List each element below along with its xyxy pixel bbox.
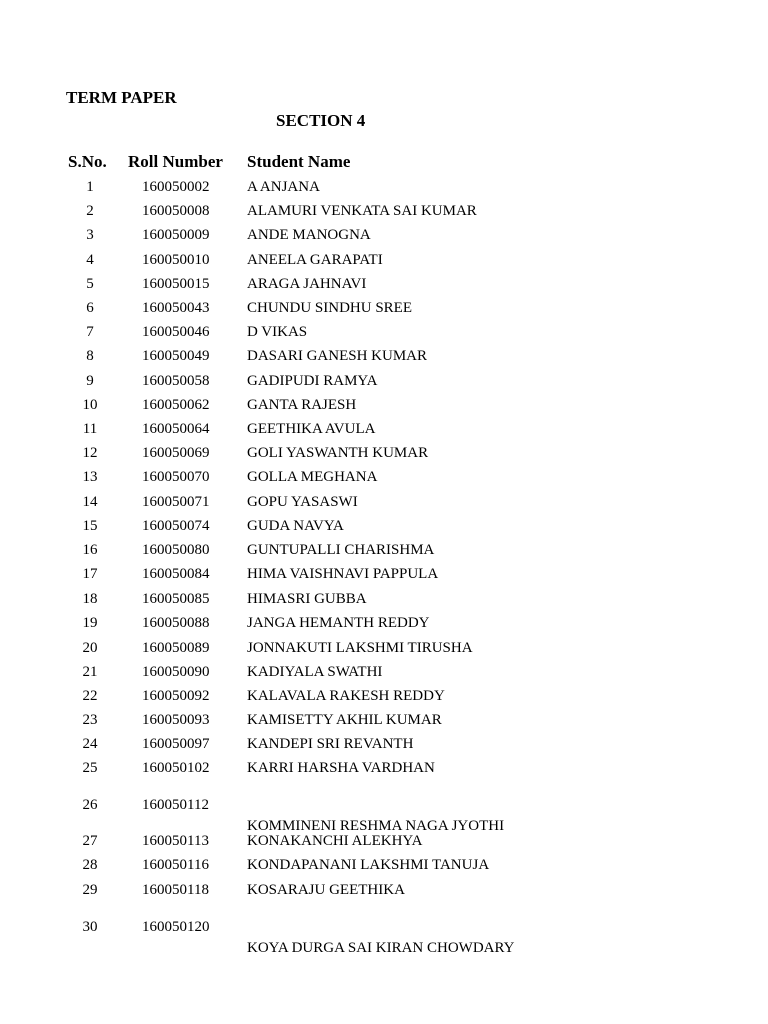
student-name: HIMA VAISHNAVI PAPPULA [247,566,439,582]
serial-number: 15 [82,518,98,534]
table-row [0,542,768,566]
serial-number: 24 [82,736,98,752]
table-row [0,736,768,760]
table-row [0,179,768,203]
table-row [0,615,768,639]
roll-number: 160050112 [142,797,209,813]
serial-number: 3 [86,227,94,243]
serial-number: 20 [82,640,98,656]
student-name: D VIKAS [247,324,308,340]
table-row [0,300,768,324]
student-name: GEETHIKA AVULA [247,421,376,437]
roll-number: 160050049 [142,348,210,364]
serial-number: 5 [86,276,94,292]
table-row [0,348,768,372]
student-name: KANDEPI SRI REVANTH [247,736,414,752]
serial-number: 2 [86,203,94,219]
student-name: GUNTUPALLI CHARISHMA [247,542,435,558]
table-row [0,445,768,469]
roll-number: 160050084 [142,566,210,582]
serial-number: 12 [82,445,98,461]
serial-number: 7 [86,324,94,340]
student-name: HIMASRI GUBBA [247,591,367,607]
roll-number: 160050113 [142,833,209,849]
serial-number: 18 [82,591,98,607]
serial-number: 30 [82,919,98,935]
roll-number: 160050008 [142,203,210,219]
table-row [0,324,768,348]
student-name: GOPU YASASWI [247,494,358,510]
table-row [0,797,768,834]
table-row [0,919,768,956]
roll-number: 160050058 [142,373,210,389]
roll-number: 160050120 [142,919,210,935]
table-row [0,252,768,276]
serial-number: 9 [86,373,94,389]
roll-number: 160050097 [142,736,210,752]
roll-number: 160050062 [142,397,210,413]
student-name: JANGA HEMANTH REDDY [247,615,430,631]
roll-number: 160050046 [142,324,210,340]
roll-number: 160050010 [142,252,210,268]
roll-number: 160050088 [142,615,210,631]
table-row [0,518,768,542]
roll-number: 160050089 [142,640,210,656]
student-name: KAMISETTY AKHIL KUMAR [247,712,442,728]
roll-number: 160050118 [142,882,209,898]
table-row [0,276,768,300]
student-name: GUDA NAVYA [247,518,344,534]
table-row [0,421,768,445]
table-row [0,373,768,397]
table-row [0,227,768,251]
table-row [0,203,768,227]
serial-number: 13 [82,469,98,485]
column-header-student-name: Student Name [247,152,351,171]
student-name: KOYA DURGA SAI KIRAN CHOWDARY [247,940,515,956]
table-row [0,857,768,881]
roll-number: 160050085 [142,591,210,607]
student-name: ARAGA JAHNAVI [247,276,367,292]
serial-number: 23 [82,712,98,728]
serial-number: 26 [82,797,98,813]
column-header-sno: S.No. [68,152,107,171]
serial-number: 16 [82,542,98,558]
table-row [0,712,768,736]
table-row [0,688,768,712]
student-name: CHUNDU SINDHU SREE [247,300,413,316]
table-row [0,566,768,590]
serial-number: 22 [82,688,98,704]
serial-number: 14 [82,494,98,510]
serial-number: 28 [82,857,98,873]
table-row [0,833,768,857]
table-row [0,640,768,664]
roll-number: 160050116 [142,857,209,873]
roll-number: 160050090 [142,664,210,680]
student-name: KOMMINENI RESHMA NAGA JYOTHI [247,818,505,834]
table-row [0,397,768,421]
roll-number: 160050043 [142,300,210,316]
serial-number: 27 [82,833,98,849]
roll-number: 160050070 [142,469,210,485]
serial-number: 6 [86,300,94,316]
roll-number: 160050102 [142,760,210,776]
student-name: GOLLA MEGHANA [247,469,378,485]
serial-number: 8 [86,348,94,364]
roll-number: 160050093 [142,712,210,728]
serial-number: 11 [82,421,98,437]
roll-number: 160050009 [142,227,210,243]
student-name: ANEELA GARAPATI [247,252,383,268]
roll-number: 160050080 [142,542,210,558]
roll-number: 160050064 [142,421,210,437]
serial-number: 29 [82,882,98,898]
serial-number: 17 [82,566,98,582]
serial-number: 1 [86,179,94,195]
student-name: JONNAKUTI LAKSHMI TIRUSHA [247,640,473,656]
serial-number: 25 [82,760,98,776]
table-row [0,494,768,518]
serial-number: 10 [82,397,98,413]
student-name: ANDE MANOGNA [247,227,371,243]
roll-number: 160050092 [142,688,210,704]
table-row [0,882,768,906]
roll-number: 160050069 [142,445,210,461]
document-title: TERM PAPER [66,88,177,107]
table-row [0,591,768,615]
table-row [0,469,768,493]
student-name: GADIPUDI RAMYA [247,373,378,389]
student-name: GOLI YASWANTH KUMAR [247,445,429,461]
student-name: KADIYALA SWATHI [247,664,383,680]
student-name: KALAVALA RAKESH REDDY [247,688,445,704]
roll-number: 160050074 [142,518,210,534]
student-name: DASARI GANESH KUMAR [247,348,428,364]
student-name: GANTA RAJESH [247,397,357,413]
table-row [0,760,768,784]
student-name: KARRI HARSHA VARDHAN [247,760,435,776]
student-name: KONDAPANANI LAKSHMI TANUJA [247,857,490,873]
section-heading: SECTION 4 [276,111,366,130]
serial-number: 4 [86,252,94,268]
table-row [0,664,768,688]
serial-number: 19 [82,615,98,631]
roll-number: 160050071 [142,494,210,510]
student-name: A ANJANA [247,179,320,195]
student-name: KOSARAJU GEETHIKA [247,882,405,898]
roll-number: 160050015 [142,276,210,292]
serial-number: 21 [82,664,98,680]
student-name: KONAKANCHI ALEKHYA [247,833,423,849]
roll-number: 160050002 [142,179,210,195]
column-header-roll-number: Roll Number [128,152,223,171]
student-name: ALAMURI VENKATA SAI KUMAR [247,203,477,219]
